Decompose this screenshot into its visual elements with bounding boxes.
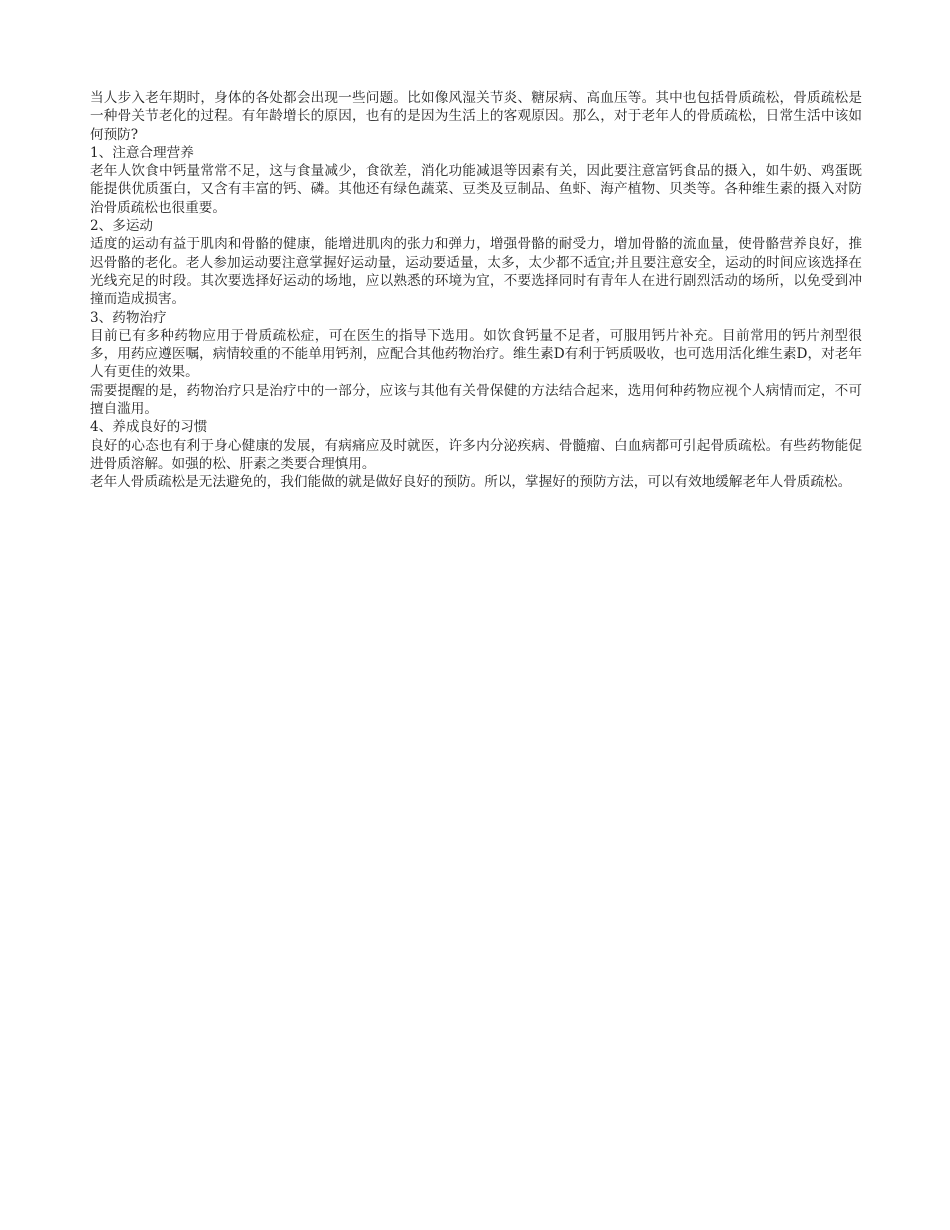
section-paragraph-exercise: 适度的运动有益于肌肉和骨骼的健康，能增进肌肉的张力和弹力，增强骨骼的耐受力，增加骨骼的流血量，使骨骼营养良好，推迟骨骼的老化。老人参加运动要注意掌握好运动量，运动要适量，太多，太少都不适宜;并且要注意安全，运动的时间应该选择在光线充足的时段。其次要选择好运动的场地，应以熟悉的环境为宜，不要选择同时有青年人在进行剧烈活动的场所，以免受到冲撞而造成损害。: [90, 236, 862, 308]
section-heading-medication: 3、药物治疗: [90, 309, 167, 326]
section-heading-habits: 4、养成良好的习惯: [90, 419, 208, 436]
section-paragraph-nutrition: 老年人饮食中钙量常常不足，这与食量减少，食欲差，消化功能减退等因素有关，因此要注意富钙食品的摄入，如牛奶、鸡蛋既能提供优质蛋白，又含有丰富的钙、磷。其他还有绿色蔬菜、豆类及豆制品、鱼虾、海产植物、贝类等。各种维生素的摄入对防治骨质疏松也很重要。: [90, 163, 862, 216]
section-heading-exercise: 2、多运动: [90, 218, 154, 235]
conclusion-paragraph: 老年人骨质疏松是无法避免的，我们能做的就是做好良好的预防。所以，掌握好的预防方法，可以有效地缓解老年人骨质疏松。: [90, 474, 852, 491]
section-paragraph-habits: 良好的心态也有利于身心健康的发展，有病痛应及时就医，许多内分泌疾病、骨髓瘤、白血病都可引起骨质疏松。有些药物能促进骨质溶解。如强的松、肝素之类要合理慎用。: [90, 437, 862, 472]
section-paragraph-medication-note: 需要提醒的是，药物治疗只是治疗中的一部分，应该与其他有关骨保健的方法结合起来，选用何种药物应视个人病情而定，不可擅自滥用。: [90, 382, 862, 418]
intro-paragraph: 当人步入老年期时，身体的各处都会出现一些问题。比如像风湿关节炎、糖尿病、高血压等。其中也包括骨质疏松，骨质疏松是一种骨关节老化的过程。有年龄增长的原因，也有的是因为生活上的客观原因。那么，对于老年人的骨质疏松，日常生活中该如何预防?: [90, 90, 862, 143]
section-heading-nutrition: 1、注意合理营养: [90, 144, 194, 161]
section-paragraph-medication: 目前已有多种药物应用于骨质疏松症，可在医生的指导下选用。如饮食钙量不足者，可服用钙片补充。目前常用的钙片剂型很多，用药应遵医嘱，病情较重的不能单用钙剂，应配合其他药物治疗。维生素D有利于钙质吸收，也可选用活化维生素D，对老年人有更佳的效果。: [90, 327, 862, 381]
document-body: [90, 89, 862, 492]
